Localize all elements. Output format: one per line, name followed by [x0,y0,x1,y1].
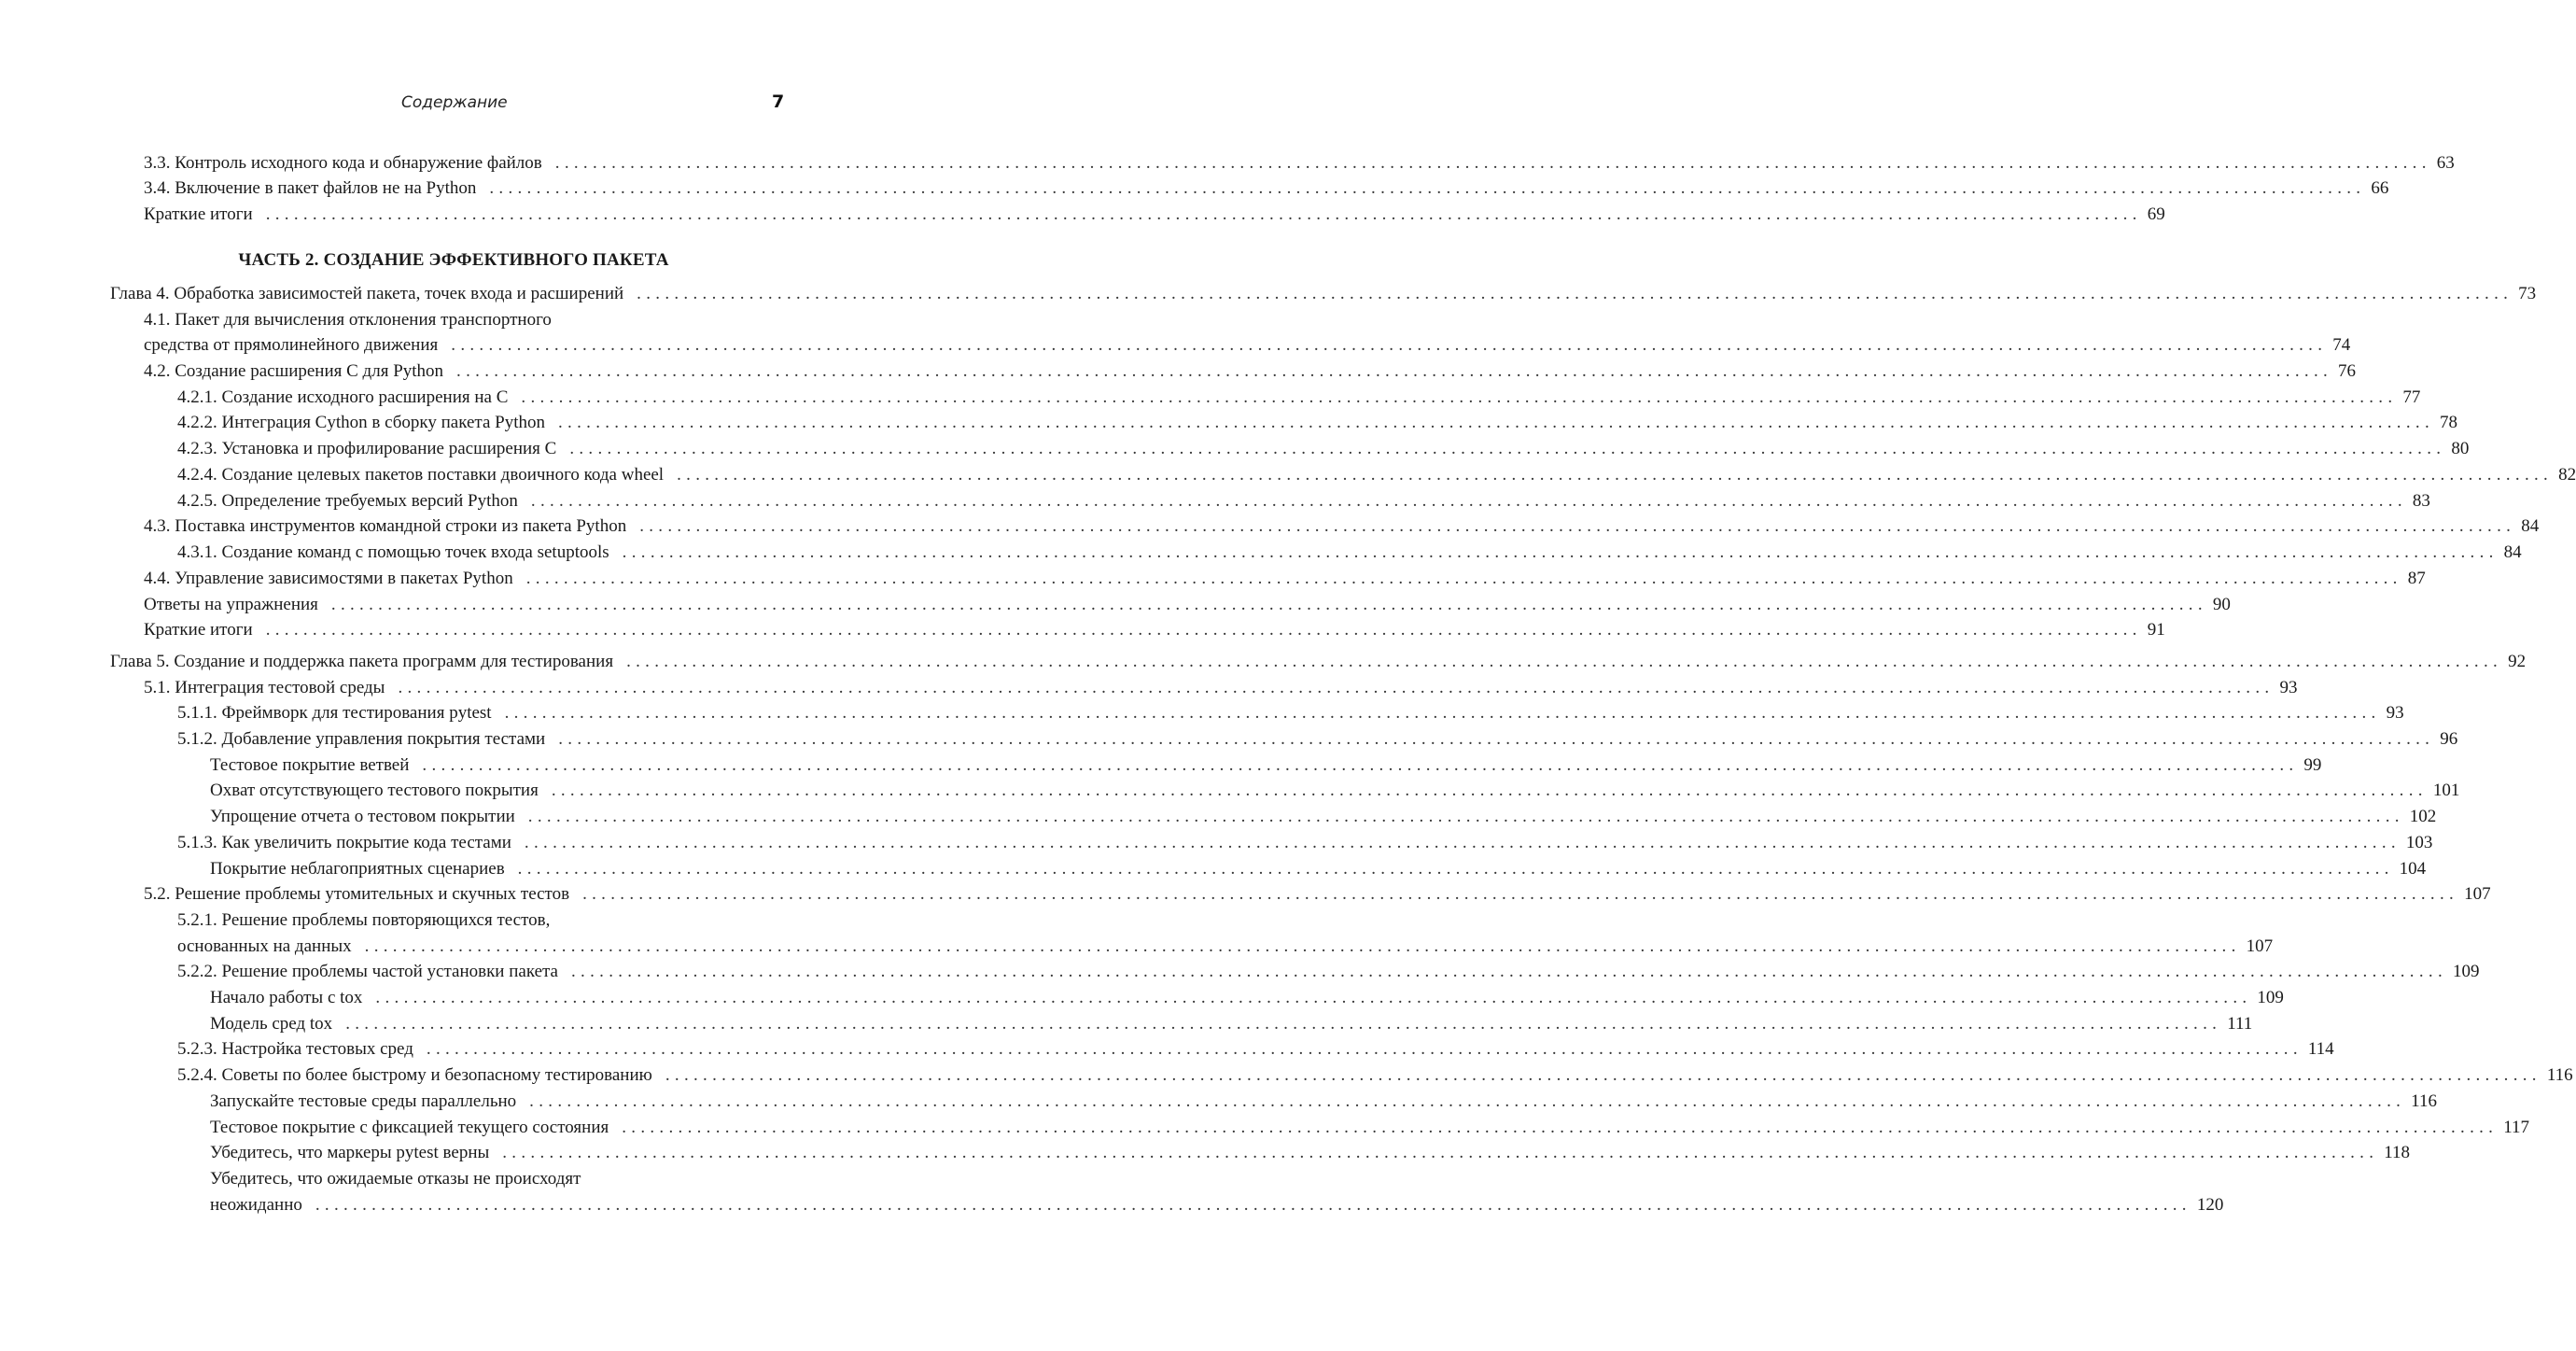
toc-entry [210,1192,2224,1218]
toc-entry-title: 4.4. Управление зависимостями в пакетах Python [144,569,513,588]
toc-entry [210,856,2427,882]
toc-entry-page: 116 [2546,1065,2573,1085]
toc-entry-title: 4.2. Создание расширения C для Python [144,361,444,381]
dot-leader: ........................................................................................................................................................................................................ [504,703,2381,723]
toc-entry-title: Охват отсутствующего тестового покрытия [210,781,539,800]
toc-entry [144,359,2357,385]
toc-entry-page: 102 [2409,807,2437,826]
dot-leader: ........................................................................................................................................................................................................ [265,620,2142,640]
toc-entry-title: 4.2.3. Установка и профилирование расширения C [177,439,557,458]
toc-entry-title: Тестовое покрытие ветвей [210,755,410,775]
toc-entry-page: 90 [2212,595,2231,614]
toc-entry-page: 82 [2558,465,2576,485]
toc-entry [144,675,2298,701]
toc-entry-title: 5.2.3. Настройка тестовых сред [177,1039,413,1059]
toc-entry-page: 107 [2464,884,2491,904]
toc-entry-page: 77 [2402,387,2421,407]
dot-leader: ........................................................................................................................................................................................................ [529,1091,2406,1111]
toc-entry-page: 87 [2407,569,2426,588]
dot-leader: ........................................................................................................................................................................................................ [524,833,2401,852]
toc-entry-title: 4.2.1. Создание исходного расширения на C [177,387,509,407]
toc-entry-page: 73 [2518,284,2537,303]
toc-entry-title: 3.4. Включение в пакет файлов не на Python [144,178,477,198]
toc-entry [144,307,784,333]
toc-entry [177,385,2421,411]
toc-entry-page: 74 [2332,335,2351,355]
toc-entry-page: 66 [2371,178,2389,198]
toc-entry-title: 4.2.2. Интеграция Cython в сборку пакета Python [177,413,545,432]
toc-entry-page: 83 [2412,491,2430,511]
toc-entry-title: Покрытие неблагоприятных сценариев [210,859,505,879]
dot-leader: ........................................................................................................................................................................................................ [551,781,2428,800]
toc-entry-page: 96 [2440,729,2458,749]
toc-entry-title: Убедитесь, что ожидаемые отказы не происходят [210,1169,581,1189]
toc-entry-page: 93 [2386,703,2404,723]
toc-entry-page: 63 [2436,153,2455,173]
toc-entry-page: 111 [2227,1014,2253,1034]
toc-entry-page: 101 [2432,781,2460,800]
toc-entry-title: 5.1. Интеграция тестовой среды [144,678,385,697]
toc-entry-title: Модель сред tox [210,1014,333,1034]
toc-entry [144,617,2165,643]
dot-leader: ........................................................................................................................................................................................................ [639,516,2516,536]
dot-leader: ........................................................................................................................................................................................................ [637,284,2513,303]
toc-entry [177,726,2458,753]
dot-leader: ........................................................................................................................................................................................................ [398,678,2275,697]
part-heading-text: ЧАСТЬ 2. СОЗДАНИЕ ЭФФЕКТИВНОГО ПАКЕТА [238,250,669,270]
dot-leader: ........................................................................................................................................................................................................ [330,595,2207,614]
dot-leader: ........................................................................................................................................................................................................ [582,884,2459,904]
toc-entry-title: Убедитесь, что маркеры pytest верны [210,1143,490,1162]
toc-entry [177,959,2480,985]
toc-entry [210,1140,2411,1166]
toc-entry [210,985,2284,1011]
toc-entry [177,1036,2334,1063]
toc-entry [210,804,2437,830]
toc-entry-title: средства от прямолинейного движения [144,335,439,355]
running-header [0,93,920,118]
toc-entry-page: 99 [2303,755,2322,775]
toc-entry-title: 4.3.1. Создание команд с помощью точек входа setuptools [177,542,609,562]
dot-leader: ........................................................................................................................................................................................................ [665,1065,2541,1085]
dot-leader: ........................................................................................................................................................................................................ [315,1195,2191,1215]
toc-entry-title: Упрощение отчета о тестовом покрытии [210,807,515,826]
dot-leader: ........................................................................................................................................................................................................ [456,361,2333,381]
toc-entry [177,934,2274,960]
part-heading [0,246,920,274]
toc-entry [177,436,2470,462]
dot-leader: ........................................................................................................................................................................................................ [571,962,2447,981]
toc-entry-title: неожиданно [210,1195,302,1215]
toc-entry-title: 5.2.1. Решение проблемы повторяющихся тестов, [177,910,551,930]
dot-leader: ........................................................................................................................................................................................................ [517,859,2394,879]
toc-entry-title: 5.1.1. Фреймворк для тестирования pytest [177,703,492,723]
toc-entry-page: 109 [2453,962,2480,981]
toc-entry-title: Глава 4. Обработка зависимостей пакета, точек входа и расширений [110,284,624,303]
toc-entry [177,488,2430,514]
toc-entry-title: 4.2.5. Определение требуемых версий Python [177,491,518,511]
toc-entry [177,830,2433,856]
dot-leader: ........................................................................................................................................................................................................ [364,936,2241,956]
toc-entry-page: 78 [2440,413,2457,432]
dot-leader: ........................................................................................................................................................................................................ [622,1118,2499,1137]
toc-entry-page: 104 [2399,859,2427,879]
toc-entry [210,753,2322,779]
dot-leader: ........................................................................................................................................................................................................ [558,413,2434,432]
toc-entry [177,1063,2573,1089]
dot-leader: ........................................................................................................................................................................................................ [626,652,2503,671]
dot-leader: ........................................................................................................................................................................................................ [422,755,2299,775]
toc-entry [210,1089,2437,1115]
toc-entry-page: 118 [2384,1143,2411,1162]
dot-leader: ........................................................................................................................................................................................................ [502,1143,2379,1162]
toc-entry-title: 4.2.4. Создание целевых пакетов поставки двоичного кода wheel [177,465,665,485]
toc-entry-page: 103 [2405,833,2433,852]
toc-entry-title: 3.3. Контроль исходного кода и обнаружение файлов [144,153,542,173]
dot-leader: ........................................................................................................................................................................................................ [265,204,2142,224]
page-number: 7 [772,91,785,112]
toc-entry-page: 120 [2196,1195,2224,1215]
toc-entry-title: Ответы на упражнения [144,595,318,614]
dot-leader: ........................................................................................................................................................................................................ [527,807,2404,826]
toc-entry-page: 114 [2307,1039,2334,1059]
toc-entry-page: 109 [2257,988,2284,1007]
toc-entry-page: 107 [2246,936,2274,956]
toc-entry [177,908,784,934]
toc-entry-title: основанных на данных [177,936,352,956]
dot-leader: ........................................................................................................................................................................................................ [569,439,2446,458]
dot-leader: ........................................................................................................................................................................................................ [521,387,2398,407]
toc-entry [210,1011,2253,1037]
toc-entry-page: 76 [2338,361,2357,381]
toc-chapter-entry [110,649,2527,675]
toc-entry [210,1166,784,1192]
dot-leader: ........................................................................................................................................................................................................ [558,729,2435,749]
toc-entry-page: 91 [2147,620,2165,640]
toc-entry [210,1115,2530,1141]
toc-entry-title: Глава 5. Создание и поддержка пакета программ для тестирования [110,652,614,671]
toc-entry-page: 84 [2521,516,2540,536]
toc-entry-title: Тестовое покрытие с фиксацией текущего состояния [210,1118,609,1137]
running-title: Содержание [401,93,508,112]
dot-leader: ........................................................................................................................................................................................................ [375,988,2252,1007]
toc-entry-page: 116 [2411,1091,2437,1111]
toc-entry [144,332,2351,359]
toc-entry [177,462,2576,488]
toc-entry [177,410,2457,436]
toc-entry-title: Начало работы с tox [210,988,363,1007]
toc-entry-page: 117 [2503,1118,2530,1137]
toc-entry [210,778,2460,804]
dot-leader: ........................................................................................................................................................................................................ [426,1039,2303,1059]
toc-entry [144,176,2389,202]
toc-entry-title: 5.2.2. Решение проблемы частой установки пакета [177,962,558,981]
toc-entry [144,592,2231,618]
toc-entry-title: 5.1.3. Как увеличить покрытие кода тестами [177,833,511,852]
toc-entry [144,566,2426,592]
dot-leader: ........................................................................................................................................................................................................ [530,491,2407,511]
toc-entry-page: 93 [2279,678,2298,697]
toc-entry-page: 84 [2503,542,2522,562]
dot-leader: ........................................................................................................................................................................................................ [677,465,2554,485]
toc-entry-title: 5.2. Решение проблемы утомительных и скучных тестов [144,884,570,904]
toc-entry-title: Краткие итоги [144,620,253,640]
dot-leader: ........................................................................................................................................................................................................ [451,335,2328,355]
toc-entry [144,514,2540,540]
toc-entry-title: Запускайте тестовые среды параллельно [210,1091,517,1111]
toc-entry-page: 80 [2451,439,2470,458]
toc-entry [177,540,2522,566]
toc-entry-title: 4.1. Пакет для вычисления отклонения транспортного [144,310,552,330]
toc-entry-page: 92 [2508,652,2527,671]
toc-entry [144,881,2491,908]
toc-entry [144,202,2165,228]
toc-entry [144,150,2455,176]
toc-entry-title: 5.2.4. Советы по более быстрому и безопасному тестированию [177,1065,652,1085]
toc-entry [177,700,2404,726]
toc-entry-title: 5.1.2. Добавление управления покрытия тестами [177,729,546,749]
dot-leader: ........................................................................................................................................................................................................ [345,1014,2222,1034]
toc-entry-page: 69 [2147,204,2165,224]
toc-entry-title: 4.3. Поставка инструментов командной строки из пакета Python [144,516,627,536]
dot-leader: ........................................................................................................................................................................................................ [489,178,2366,198]
toc-chapter-entry [110,281,2537,307]
dot-leader: ........................................................................................................................................................................................................ [622,542,2499,562]
toc-entry-title: Краткие итоги [144,204,253,224]
dot-leader: ........................................................................................................................................................................................................ [554,153,2431,173]
dot-leader: ........................................................................................................................................................................................................ [525,569,2402,588]
